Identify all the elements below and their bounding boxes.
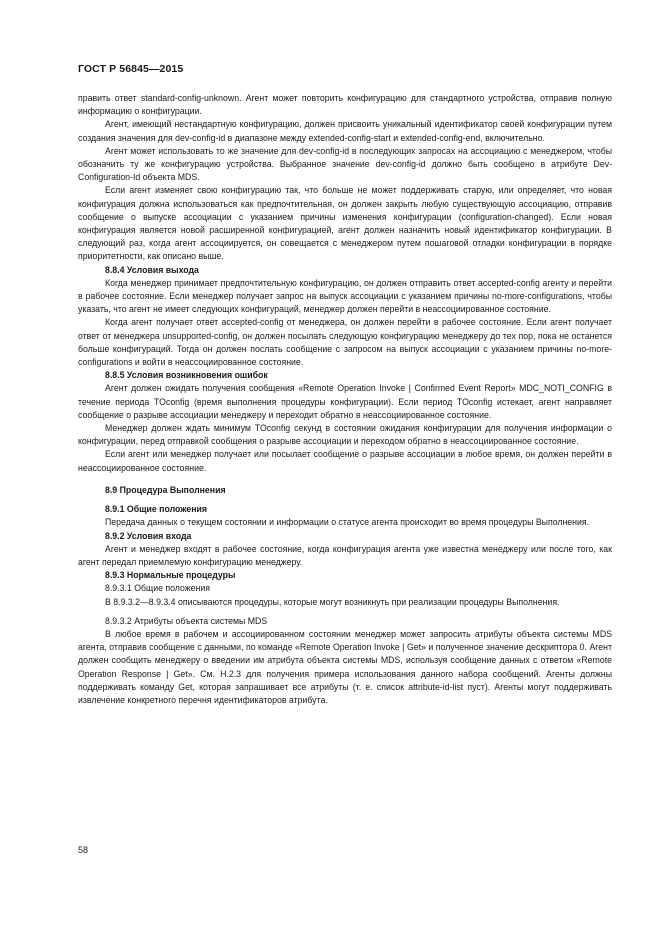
paragraph: Когда агент получает ответ accepted-config от менеджера, он должен перейти в рабочее состояние. Если агент получает ответ от менеджера unsupported-config, он должен посылать следующую конфигурацию менеджеру до тех пор, пока не останется больше конфигураций. Тогда он должен послать сообщение с запросом на выпуск ассоциации с указанием причины no-more-configurations и войти в неассоциированное состояние. — [78, 317, 612, 368]
paragraph: Если агент изменяет свою конфигурацию так, что больше не может поддерживать старую, или определяет, что новая конфигурация должна использоваться как предпочтительная, он должен закрыть любую существующую ассоциацию, отправив сообщение о выпуске ассоциации с указанием причины изменения конфигурации (configuration-changed). Если новая конфигурация является новой расширенной конфигурацией, агент должен назначить новый идентификатор конфигурации. В следующий раз, когда агент ассоциируется, он совещается с менеджером путем пошаговой отладки конфигурации в порядке приоритетности, как описано выше. — [78, 185, 612, 262]
paragraph: В 8.9.3.2—8.9.3.4 описываются процедуры, которые могут возникнуть при реализации процедуры Выполнения. — [105, 596, 560, 607]
section-heading: 8.8.5 Условия возникновения ошибок — [105, 370, 268, 381]
section-heading: 8.8.4 Условия выхода — [105, 264, 199, 275]
paragraph: Агент и менеджер входят в рабочее состояние, когда конфигурация агента уже известна менеджеру или после того, как агент передал приемлемую конфигурацию менеджеру. — [78, 543, 612, 567]
paragraph: Передача данных о текущем состоянии и информации о статусе агента происходит во время процедуры Выполнения. — [105, 517, 590, 528]
section-heading: 8.9.2 Условия входа — [105, 530, 192, 541]
section-heading: 8.9.1 Общие положения — [105, 504, 207, 515]
section-heading: 8.9 Процедура Выполнения — [105, 484, 226, 495]
paragraph: Менеджер должен ждать минимум TOconfig секунд в состоянии ожидания конфигурации для получения информации о конфигурации, перед отправкой сообщения о разрыве ассоциации и переходом обратно в неассоциированное состояние. — [78, 423, 612, 447]
paragraph: Агент может использовать то же значение для dev-config-id в последующих запросах на ассоциацию с менеджером, чтобы обозначить ту же конфигурацию устройства. Выбранное значение dev-config-id должно быть сообщено в атрибуте Dev-Configuration-Id объекта MDS. — [78, 145, 612, 183]
paragraph: Когда менеджер принимает предпочтительную конфигурацию, он должен отправить ответ accepted-config агенту и перейти в рабочее состояние. Если менеджер получает запрос на выпуск ассоциации с указанием причины no-more-configurations, чтобы указать, что агент не имеет следующих конфигураций, менеджер должен перейти в неассоциированное состояние. — [78, 277, 612, 315]
document-body — [78, 92, 612, 707]
paragraph: Агент, имеющий нестандартную конфигурацию, должен присвоить уникальный идентификатор своей конфигурации путем создания значения для dev-config-id в диапазоне между extended-config-start и extended-config-end, включительно. — [78, 119, 612, 143]
subsection-heading: 8.9.3.1 Общие положения — [105, 583, 210, 594]
paragraph: Агент должен ожидать получения сообщения «Remote Operation Invoke | Confirmed Event Report» MDC_NOTI_CONFIG в течение периода TOconfig (время выполнения процедуры конфигурации). Если период TOconfig истекает, агент направляет сообщение о разрыве ассоциации менеджеру и переходит обратно в неассоциированное состояние. — [78, 383, 612, 420]
paragraph: править ответ standard-config-unknown. Агент может повторить конфигурацию для стандартного устройства, отправив полную информацию о конфигурации. — [78, 93, 612, 117]
paragraph: В любое время в рабочем и ассоциированном состоянии менеджер может запросить атрибуты объекта системы MDS агента, отправив сообщение с данными, по команде «Remote Operation Invoke | Get» и полученное значение дескриптора 0. Агент должен сообщить менеджеру о введении им атрибута объекта системы MDS, используя сообщение данных с ответом «Remote Operation Response | Get». См. Н.2.3 для получения примера использования данного набора сообщений. Агенты должны поддерживать команду Get, которая запрашивает все атрибуты (т. е. список attribute-id-list пуст). Агенты могут поддерживать извлечение конкретного перечня идентификаторов атрибута. — [78, 628, 612, 705]
paragraph: Если агент или менеджер получает или посылает сообщение о разрыве ассоциации в любое время, он должен перейти в неассоциированное состояние. — [78, 449, 612, 473]
page-number: 58 — [78, 845, 89, 855]
section-heading: 8.9.3 Нормальные процедуры — [105, 570, 236, 581]
subsection-heading: 8.9.3.2 Атрибуты объекта системы MDS — [105, 615, 268, 626]
document-header: ГОСТ Р 56845—2015 — [78, 63, 184, 75]
